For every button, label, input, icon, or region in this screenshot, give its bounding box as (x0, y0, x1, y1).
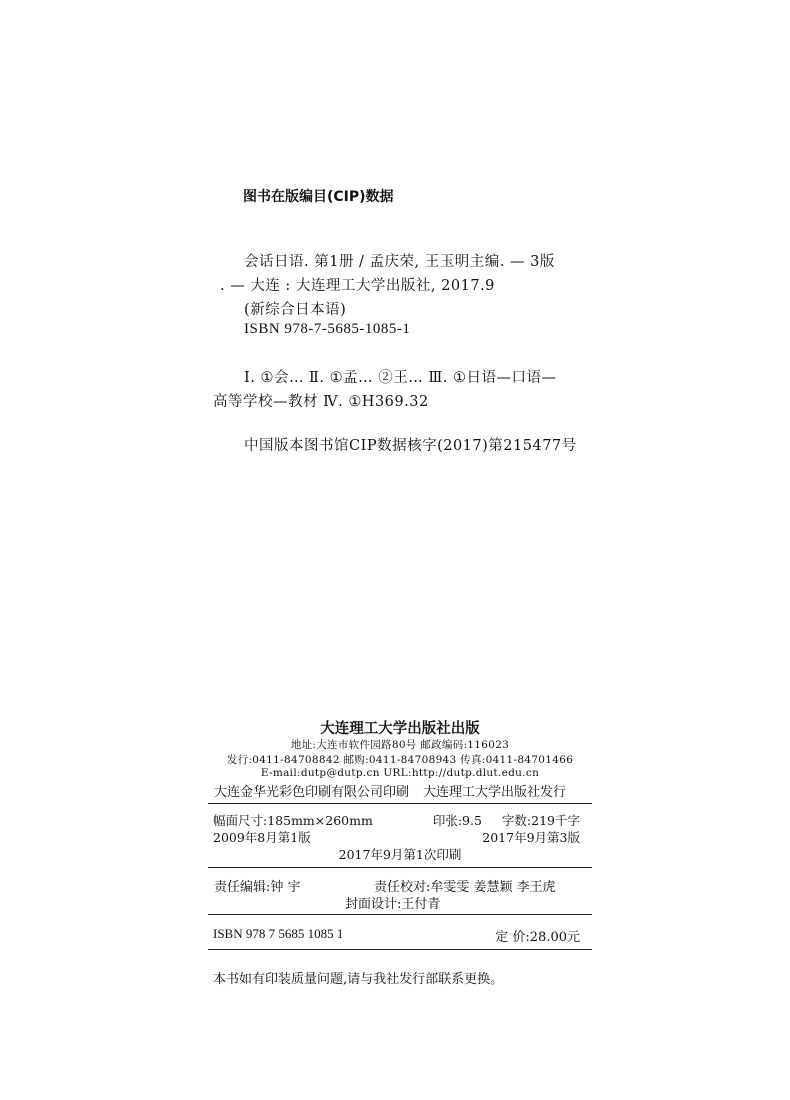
price: 定 价:28.00元 (495, 930, 580, 945)
cover-designer: 封面设计:王付青 (345, 897, 441, 912)
cip-classification-line-1: Ⅰ. ①会… Ⅱ. ①孟… ②王… Ⅲ. ①日语—口语— (244, 370, 557, 386)
divider (208, 867, 592, 868)
printer: 大连金华光彩色印刷有限公司印刷 (214, 785, 410, 800)
third-edition: 2017年9月第3版 (482, 830, 580, 845)
cip-publication-line: . — 大连 : 大连理工大学出版社, 2017.9 (220, 278, 495, 294)
specs-row-2 (213, 828, 580, 846)
sheet-count: 印张:9.5 (432, 813, 482, 828)
first-edition: 2009年8月第1版 (213, 830, 311, 845)
cip-heading: 图书在版编目(CIP)数据 (243, 189, 394, 205)
publisher-address: 地址:大连市软件园路80号 邮政编码:116023 (290, 739, 510, 751)
isbn-code: ISBN 978 7 5685 1085 1 (213, 926, 344, 941)
cip-title-line: 会话日语. 第1册 / 孟庆荣, 王玉明主编. — 3版 (244, 254, 555, 270)
divider (208, 949, 592, 950)
responsible-editor: 责任编辑:钟 宇 (214, 880, 301, 895)
proofreaders: 责任校对:牟雯雯 姜慧颖 李王虎 (374, 880, 556, 895)
printing-info: 2017年9月第1次印刷 (338, 847, 462, 862)
quality-notice: 本书如有印装质量问题,请与我社发行部联系更换。 (213, 972, 504, 987)
distributor: 大连理工大学出版社发行 (423, 785, 567, 800)
publisher-web: E-mail:dutp@dutp.cn URL:http://dutp.dlut.edu.cn (260, 767, 540, 779)
cip-record-number: 中国版本图书馆CIP数据核字(2017)第215477号 (244, 438, 577, 454)
format-size: 幅面尺寸:185mm×260mm (213, 813, 373, 828)
publisher-name: 大连理工大学出版社出版 (320, 721, 480, 737)
specs-row-1 (213, 811, 580, 829)
divider (208, 803, 592, 804)
cip-isbn-line: ISBN 978-7-5685-1085-1 (244, 321, 411, 337)
word-count: 字数:219千字 (501, 813, 580, 828)
cip-series-line: (新综合日本语) (244, 302, 347, 318)
cip-classification-line-2: 高等学校—教材 Ⅳ. ①H369.32 (213, 394, 429, 410)
divider (208, 914, 592, 915)
publisher-phones: 发行:0411-84708842 邮购:0411-84708943 传真:0411-84701466 (226, 754, 574, 766)
isbn-price-row (213, 926, 580, 945)
